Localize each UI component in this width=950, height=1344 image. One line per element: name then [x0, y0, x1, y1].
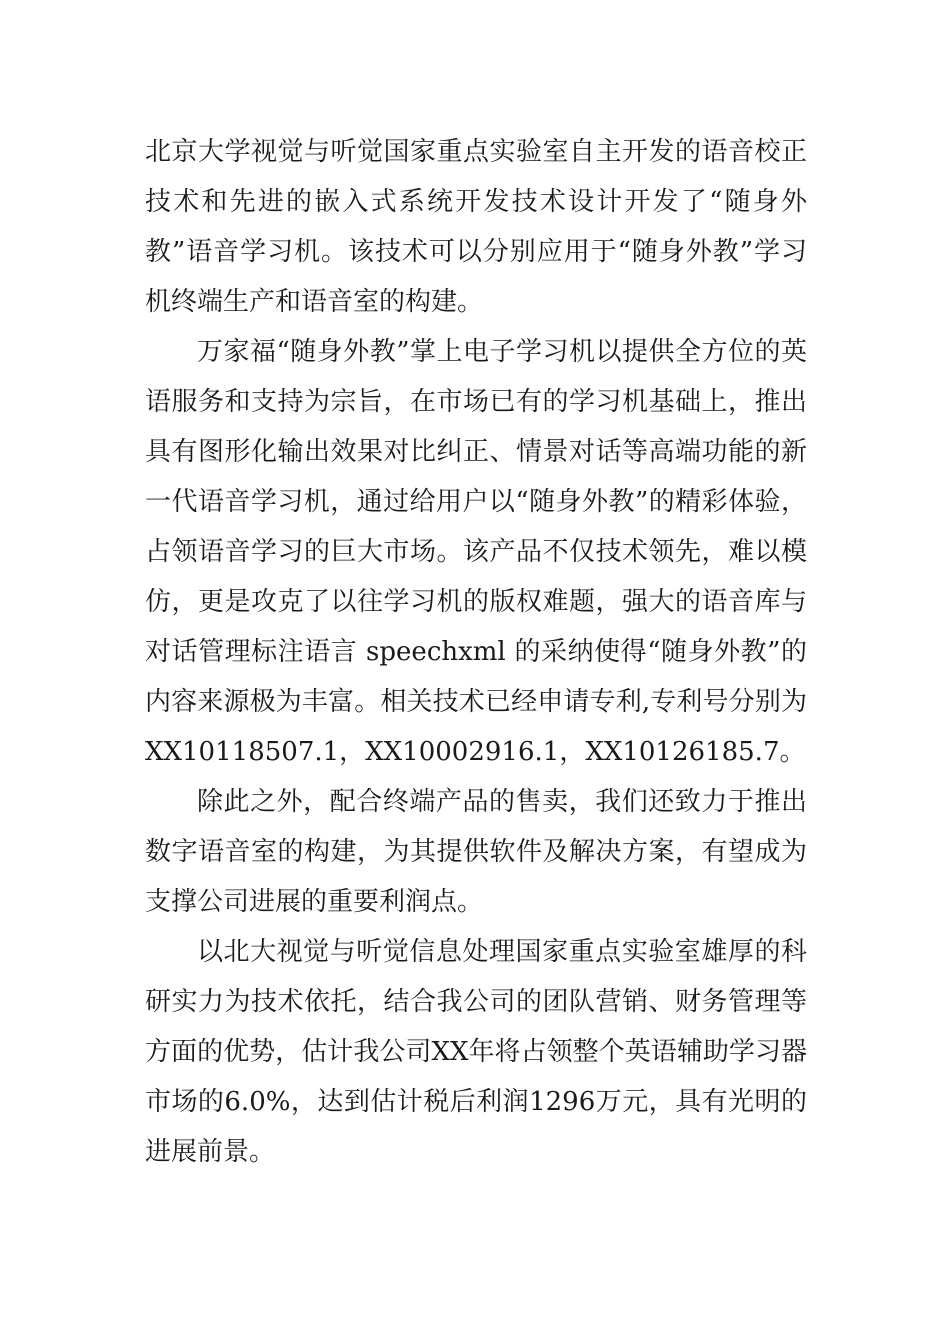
- document-body: [145, 127, 807, 1177]
- paragraph-4: 以北大视觉与听觉信息处理国家重点实验室雄厚的科研实力为技术依托，结合我公司的团队营销、财务管理等方面的优势，估计我公司XX年将占领整个英语辅助学习器市场的6.0%，达到估计税后利润1296万元，具有光明的进展前景。: [145, 937, 807, 1167]
- paragraph-3: 除此之外，配合终端产品的售卖，我们还致力于推出数字语音室的构建，为其提供软件及解决方案，有望成为支撑公司进展的重要利润点。: [145, 787, 807, 917]
- paragraph-1: 北京大学视觉与听觉国家重点实验室自主开发的语音校正技术和先进的嵌入式系统开发技术设计开发了“随身外教”语音学习机。该技术可以分别应用于“随身外教”学习机终端生产和语音室的构建。: [145, 137, 807, 317]
- paragraph-2: 万家福“随身外教”掌上电子学习机以提供全方位的英语服务和支持为宗旨，在市场已有的学习机基础上，推出具有图形化输出效果对比纠正、情景对话等高端功能的新一代语音学习机，通过给用户以“随身外教”的精彩体验，占领语音学习的巨大市场。该产品不仅技术领先，难以模仿，更是攻克了以往学习机的版权难题，强大的语音库与对话管理标注语言 speechxml 的采纳使得“随身外教”的内容来源极为丰富。相关技术已经申请专利,专利号分别为XX10118507.1，XX10002916.1，XX10126185.7。: [145, 337, 807, 767]
